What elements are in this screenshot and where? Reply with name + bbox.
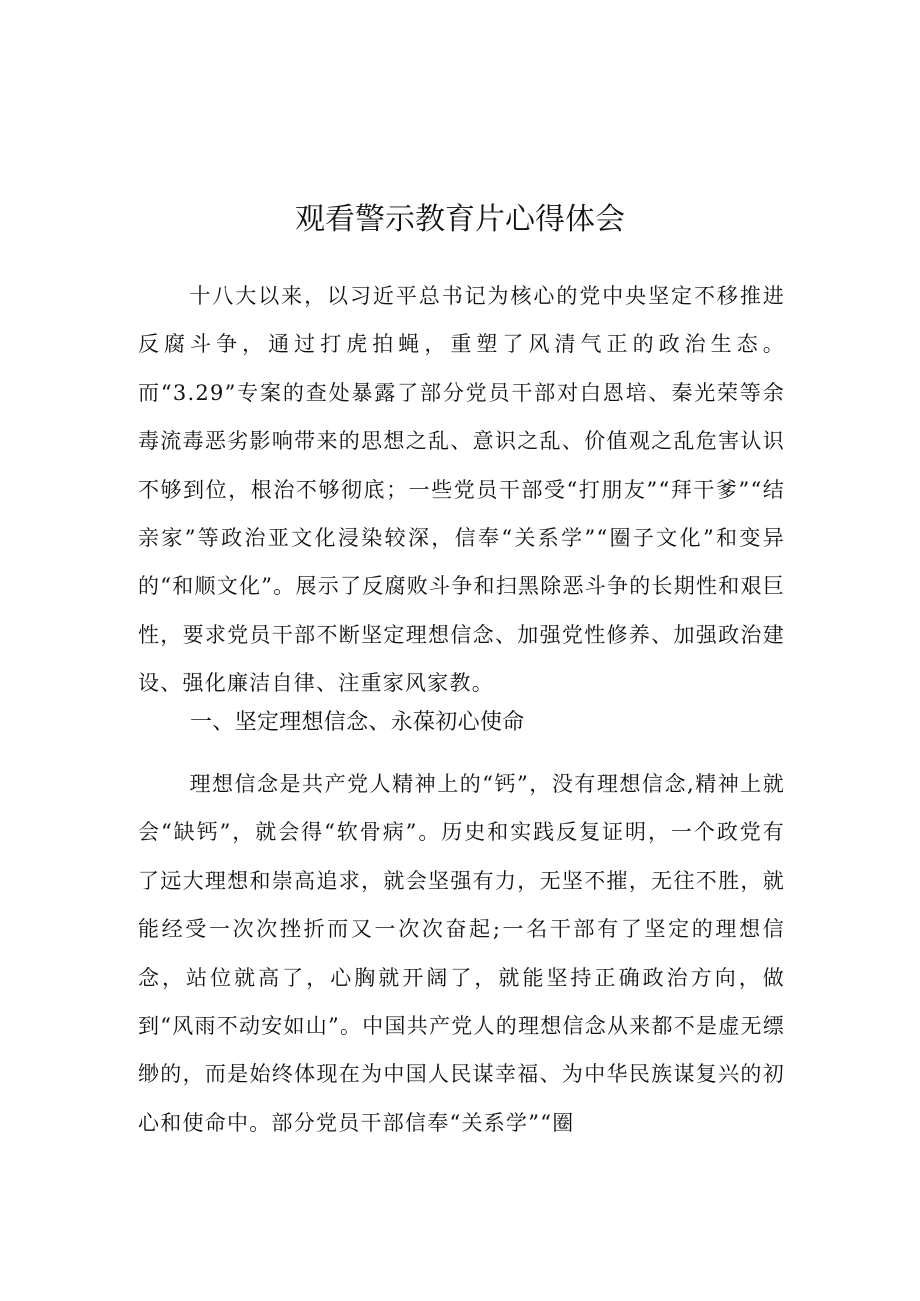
intro-paragraph: 十八大以来，以习近平总书记为核心的党中央坚定不移推进反腐斗争，通过打虎拍蝇，重塑了风清气正的政治生态。而“3.29”专案的查处暴露了部分党员干部对白恩培、秦光荣等余毒流毒恶劣影响带来的思想之乱、意识之乱、价值观之乱危害认识不够到位，根治不够彻底；一些党员干部受“打朋友”“拜干爹”“结亲家”等政治亚文化浸染较深，信奉“关系学”“圈子文化”和变异的“和顺文化”。展示了反腐败斗争和扫黑除恶斗争的长期性和艰巨性，要求党员干部不断坚定理想信念、加强党性修养、加强政治建设、强化廉洁自律、注重家风家教。 [138,284,785,696]
section-paragraph: 理想信念是共产党人精神上的“钙”，没有理想信念,精神上就会“缺钙”，就会得“软骨病”。历史和实践反复证明，一个政党有了远大理想和崇高追求，就会坚强有力，无坚不摧，无往不胜，就能经受一次次挫折而又一次次奋起;一名干部有了坚定的理想信念，站位就高了，心胸就开阔了，就能坚持正确政治方向，做到“风雨不动安如山”。中国共产党人的理想信念从来都不是虚无缥缈的，而是始终体现在为中国人民谋幸福、为中华民族谋复兴的初心和使命中。部分党员干部信奉“关系学”“圈 [138,772,785,1135]
section-heading: 一、坚定理想信念、永葆初心使命 [190,710,525,735]
document-title: 观看警示教育片心得体会 [295,202,625,237]
